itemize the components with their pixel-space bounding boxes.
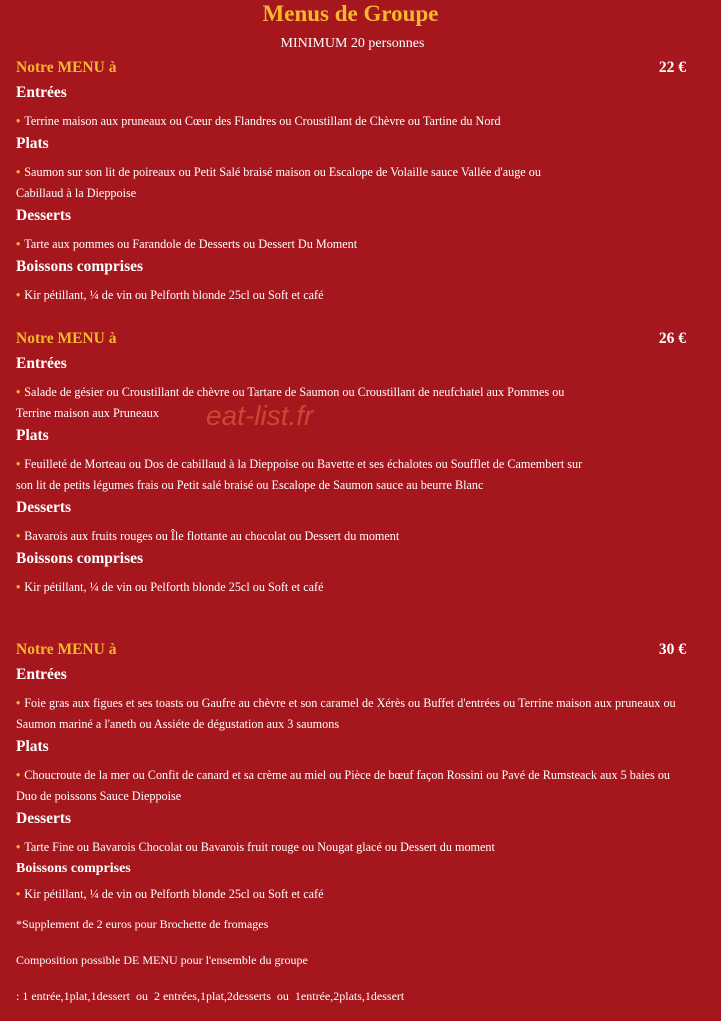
desserts-title: Desserts — [16, 810, 72, 827]
bullet-icon: • — [16, 385, 21, 399]
desserts-text: Tarte Fine ou Bavarois Chocolat ou Bavarois fruit rouge ou Nougat glacé ou Dessert du moment — [24, 840, 495, 854]
plats-text: Choucroute de la mer ou Confit de canard et sa crème au miel ou Pièce de bœuf façon Rossini ou Pavé de Rumsteack aux 5 baies ou Duo de poissons Sauce Dieppoise — [16, 768, 671, 803]
boissons-title: Boissons comprises — [16, 861, 131, 876]
entrees-text: Salade de gésier ou Croustillant de chèvre ou Tartare de Saumon ou Croustillant de neufchatel aux Pommes ou Terrine maison aux Pruneaux — [16, 385, 565, 420]
plats-list — [16, 162, 591, 204]
entrees-title: Entrées — [16, 84, 67, 101]
boissons-text: Kir pétillant, ¼ de vin ou Pelforth blonde 25cl ou Soft et café — [24, 887, 324, 901]
boissons-title: Boissons comprises — [16, 550, 144, 567]
plats-list — [16, 454, 591, 496]
menu-price: 22 € — [658, 59, 686, 76]
options-note: : 1 entrée,1plat,1dessert ou 2 entrées,1plat,2desserts ou 1entrée,2plats,1dessert — [16, 989, 405, 1003]
desserts-list — [16, 837, 688, 858]
boissons-title: Boissons comprises — [16, 258, 144, 275]
page-subtitle: MINIMUM 20 personnes — [280, 36, 425, 51]
entrees-list — [16, 693, 688, 735]
desserts-list — [16, 234, 591, 255]
plats-title: Plats — [16, 135, 49, 152]
watermark: eat-list.fr — [206, 400, 314, 431]
desserts-list — [16, 526, 591, 547]
plats-title: Plats — [16, 738, 49, 755]
menu-26 — [16, 330, 688, 598]
bullet-icon: • — [16, 529, 21, 543]
menu-30 — [16, 641, 688, 905]
plats-text: Saumon sur son lit de poireaux ou Petit Salé braisé maison ou Escalope de Volaille sauce Vallée d'auge ou Cabillaud à la Dieppoise — [16, 165, 541, 200]
boissons-text: Kir pétillant, ¼ de vin ou Pelforth blonde 25cl ou Soft et café — [24, 288, 324, 302]
plats-list — [16, 765, 688, 807]
boissons-text: Kir pétillant, ¼ de vin ou Pelforth blonde 25cl ou Soft et café — [24, 580, 324, 594]
bullet-icon: • — [16, 237, 21, 251]
menu-price: 26 € — [658, 330, 686, 347]
menu-22 — [16, 59, 688, 306]
plats-text: Feuilleté de Morteau ou Dos de cabillaud à la Dieppoise ou Bavette et ses échalotes ou Soufflet de Camembert sur son lit de petits légumes frais ou Petit salé braisé ou Escalope de Saumon sauce au beurre Blanc — [16, 457, 583, 492]
menu-label: Notre MENU à — [16, 330, 117, 347]
menu-label: Notre MENU à — [16, 641, 117, 658]
entrees-list — [16, 111, 591, 132]
entrees-text: Foie gras aux figues et ses toasts ou Gaufre au chèvre et son caramel de Xérès ou Buffet d'entrées ou Terrine maison aux pruneaux ou Saumon mariné a l'aneth ou Assiéte de dégustation aux 3 saumons — [16, 696, 676, 731]
menu-price: 30 € — [658, 641, 686, 658]
menu-header — [16, 59, 688, 81]
boissons-list — [16, 285, 591, 306]
bullet-icon: • — [16, 887, 21, 901]
bullet-icon: • — [16, 114, 21, 128]
bullet-icon: • — [16, 696, 21, 710]
bullet-icon: • — [16, 768, 21, 782]
boissons-list — [16, 577, 591, 598]
desserts-text: Bavarois aux fruits rouges ou Île flottante au chocolat ou Dessert du moment — [24, 529, 400, 543]
bullet-icon: • — [16, 457, 21, 471]
desserts-text: Tarte aux pommes ou Farandole de Desserts ou Dessert Du Moment — [24, 237, 358, 251]
desserts-title: Desserts — [16, 207, 72, 224]
menu-header — [16, 330, 688, 352]
bullet-icon: • — [16, 580, 21, 594]
menu-header — [16, 641, 688, 663]
composition-note: Composition possible DE MENU pour l'ensemble du groupe — [16, 953, 308, 967]
supplement-note: *Supplement de 2 euros pour Brochette de fromages — [16, 917, 269, 931]
entrees-title: Entrées — [16, 666, 67, 683]
page-title: Menus de Groupe — [262, 1, 439, 26]
desserts-title: Desserts — [16, 499, 72, 516]
entrees-title: Entrées — [16, 355, 67, 372]
menu-label: Notre MENU à — [16, 59, 117, 76]
entrees-text: Terrine maison aux pruneaux ou Cœur des Flandres ou Croustillant de Chèvre ou Tartine du Nord — [24, 114, 501, 128]
plats-title: Plats — [16, 427, 49, 444]
bullet-icon: • — [16, 840, 21, 854]
bullet-icon: • — [16, 288, 21, 302]
bullet-icon: • — [16, 165, 21, 179]
boissons-list — [16, 884, 688, 905]
